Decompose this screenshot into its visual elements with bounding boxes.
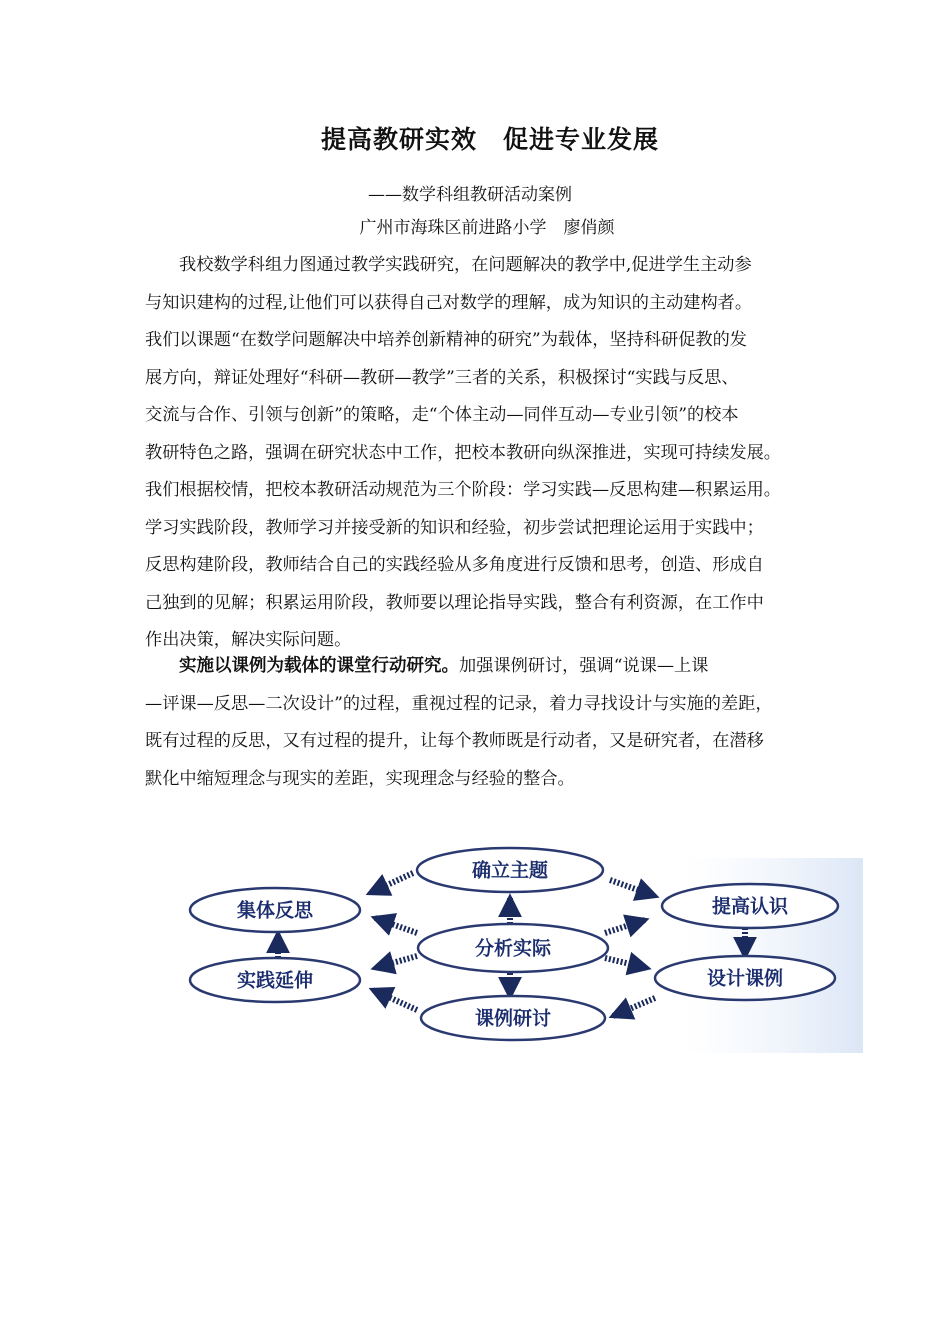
paragraph-2 (145, 648, 850, 798)
arrow-bottom-to-leftbottom (373, 990, 417, 1010)
paragraph-line: —评课—反思—二次设计”的过程，重视过程的记录，着力寻找设计与实施的差距， (145, 693, 773, 714)
node-bottom-label: 课例研讨 (474, 1007, 552, 1030)
arrow-center-to-rightbottom (605, 958, 647, 968)
node-center-label: 分析实际 (474, 937, 552, 960)
research-cycle-diagram (185, 838, 865, 1058)
paragraph-line: 我们根据校情，把校本教研活动规范为三个阶段：学习实践—反思构建—积累运用。 (145, 480, 781, 500)
arrow-center-to-lefttop (375, 918, 417, 933)
paragraph-line: 反思构建阶段，教师结合自己的实践经验从多角度进行反馈和思考，创造、形成自 (145, 555, 764, 575)
paragraph-line: 己独到的见解；积累运用阶段，教师要以理论指导实践，整合有利资源，在工作中 (145, 592, 764, 613)
node-rightbottom-label: 设计课例 (706, 967, 784, 990)
paragraph-line: 交流与合作、引领与创新”的策略，走“个体主动—同伴互动—专业引领”的校本 (145, 405, 739, 425)
node-leftbottom-label: 实践延伸 (236, 969, 314, 992)
paragraph-line: 学习实践阶段，教师学习并接受新的知识和经验，初步尝试把理论运用于实践中； (145, 517, 764, 538)
node-lefttop-label: 集体反思 (236, 899, 314, 922)
node-righttop-label: 提高认识 (711, 895, 789, 918)
subtitle: ——数学科组教研活动案例 (368, 185, 572, 205)
arrow-center-to-righttop (605, 920, 645, 933)
paragraph-1 (145, 247, 845, 660)
node-top-label: 确立主题 (471, 859, 549, 882)
page-title: 提高教研实效 促进专业发展 (320, 125, 659, 154)
diagram-svg (185, 838, 865, 1058)
paragraph-line: 展方向，辩证处理好“科研—教研—教学”三者的关系，积极探讨“实践与反思、 (145, 367, 739, 388)
paragraph-line: 我校数学科组力图通过教学实践研究，在问题解决的教学中,促进学生主动参 (179, 255, 752, 275)
author-line: 广州市海珠区前进路小学 廖俏颜 (359, 218, 615, 238)
arrow-top-to-lefttop (370, 873, 413, 893)
paragraph-line: 默化中缩短理念与现实的差距，实现理念与经验的整合。 (145, 768, 575, 789)
paragraph-line: 作出决策，解决实际问题。 (145, 630, 352, 650)
arrow-rightbottom-to-bottom (613, 998, 655, 1016)
arrow-center-to-leftbottom (375, 956, 417, 968)
paragraph-line-rest: 加强课例研讨，强调“说课—上课 (459, 656, 709, 676)
paragraph-line: 教研特色之路，强调在研究状态中工作，把校本教研向纵深推进，实现可持续发展。 (145, 442, 781, 463)
paragraph-line: 与知识建构的过程,让他们可以获得自己对数学的理解，成为知识的主动建构者。 (145, 292, 753, 313)
paragraph-line: 我们以课题“在数学问题解决中培养创新精神的研究”为载体，坚持科研促教的发 (145, 330, 747, 350)
paragraph-line: 既有过程的反思，又有过程的提升，让每个教师既是行动者，又是研究者，在潜移 (145, 731, 764, 751)
paragraph-line (145, 648, 850, 686)
paragraph-heading: 实施以课例为载体的课堂行动研究。 (179, 656, 459, 676)
arrow-top-to-righttop (610, 880, 655, 896)
